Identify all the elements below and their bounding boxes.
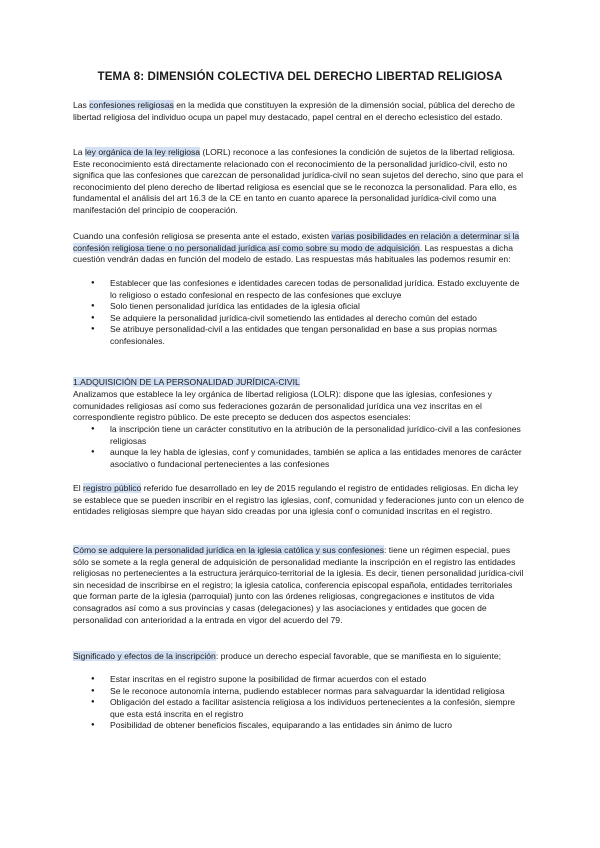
highlighted-text: ley orgánica de la ley religiosa — [84, 147, 201, 157]
highlighted-text: varias posibilidades en relación a determinar si la confesión religiosa tiene o no personalidad jurídica así como sobre su modo de adquisición — [73, 231, 520, 253]
text-run: . Las respuestas a dicha cuestión vendrán dadas en función del modelo de estado. Las respuestas más habituales las podemos resumir en: — [73, 242, 513, 265]
highlighted-text: Significado y efectos de la inscripción — [73, 651, 216, 661]
text-run: (LORL) reconoce a las confesiones la condición de sujetos de la libertad religiosa. Este reconocimiento está directamente relacionado con el reconocimiento de la personalidad jurídico-civil, esto no significa que las confesiones que carezcan de personalidad jurídica-civil no sean sujetos del derecho, sino que para el reconocimiento del pleno derecho de libertad religiosa es esencial que se le reconozca la personalidad. Para ello, es fundamental el análisis del art 16.3 de la CE en tanto en cuanto aparece la personalidad jurídica-civil como una manifestación del principio de cooperación. — [73, 147, 524, 215]
text-run: referido fue desarrollado en ley de 2015 regulando el registro de entidades religiosas. En dicha ley se establece que se pueden inscribir en el registro las iglesias, conf, comunidad y federaciones junto con un elenco de entidades religiosas siempre que hayan sido creadas por una iglesia conf o comunidad inscritas en el registro. — [73, 483, 524, 517]
text-run: El — [73, 483, 84, 493]
highlighted-text: confesiones religiosas — [89, 100, 174, 110]
paragraph-possibilities — [73, 231, 525, 266]
paragraph-lorl — [73, 147, 525, 217]
list-item: ● Estar inscritas en el registro supone la posibilidad de firmar acuerdos con el estado — [73, 674, 525, 686]
highlighted-text: Cómo se adquiere la personalidad jurídica en la iglesia católica y sus confesiones — [73, 545, 384, 555]
text-run: Cuando una confesión religiosa se presenta ante el estado, existen — [73, 231, 332, 241]
paragraph-intro — [73, 100, 525, 123]
list-item: ● Establecer que las confesiones e identidades carecen todas de personalidad jurídica. Estado excluyente de lo religioso o estado confesional en respecto de las confesiones que excluye — [73, 278, 525, 301]
list-item: ● aunque la ley habla de iglesias, conf y comunidades, también se aplica a las entidades menores de carácter asociativo o fundacional pertenecientes a las confesiones — [73, 447, 525, 470]
list-item: ● Posibilidad de obtener beneficios fiscales, equiparando a las entidades sin ánimo de lucro — [73, 720, 525, 732]
list-item: ● Se le reconoce autonomía interna, pudiendo establecer normas para salvaguardar la identidad religiosa — [73, 686, 525, 698]
list-item: ● la inscripción tiene un carácter constitutivo en la atribución de la personalidad jurídico-civil a las confesiones religiosas — [73, 424, 525, 447]
paragraph-inscripcion — [73, 651, 525, 663]
paragraph-lolr: Analizamos que establece la ley orgánica de libertad religiosa (LOLR): dispone que las iglesias, confesiones y comunidades religiosas así como sus federaciones gozarán de personalidad jurídica una vez inscritas en el correspondiente registro público. De este precepto se deducen dos aspectos esenciales: — [73, 389, 492, 423]
text-run: : tiene un régimen especial, pues sólo se somete a la regla general de adquisición de personalidad mediante la inscripción en el registro las entidades religiosas no pertenecientes a la estructura jerárquico-territorial de la iglesia. Es decir, tienen personalidad jurídica-civil sin necesidad de inscribirse en el registro; la iglesia catolica, conferencia episcopal española, entidades territoriales que forman parte de la iglesia (parroquial) junto con las órdenes religiosas, congregaciones e institutos de vida consagrados así como a sus provincias y casas (delegaciones) y las asociaciones y entidades que gocen de personalidad con anterioridad a la entrada en vigor del acuerdo del 79. — [73, 545, 524, 625]
document-title: TEMA 8: DIMENSIÓN COLECTIVA DEL DERECHO LIBERTAD RELIGIOSA — [97, 70, 503, 83]
text-run: Las — [73, 100, 90, 110]
text-run: en la medida que constituyen la expresión de la dimensión social, pública del derecho de libertad religiosa del individuo ocupa un papel muy destacado, papel central en el derecho eclesistico del estado. — [73, 100, 515, 122]
list-item: ● Solo tienen personalidad jurídica las entidades de la iglesia oficial — [73, 301, 525, 313]
section-heading — [73, 377, 525, 389]
list-item: ● Se atribuye personalidad-civil a las entidades que tengan personalidad en base a sus propias normas confesionales. — [73, 324, 525, 347]
text-run: : produce un derecho especial favorable, que se manifiesta en lo siguiente; — [215, 651, 502, 661]
highlighted-text: registro público — [83, 483, 142, 493]
list-item: ● Se adquiere la personalidad jurídica-civil sometiendo las entidades al derecho común del estado — [73, 313, 525, 325]
bullet-list-models — [73, 278, 525, 348]
paragraph-registro — [73, 483, 525, 518]
bullet-list-aspects — [73, 424, 525, 470]
text-run: La — [73, 147, 85, 157]
list-item: ● Obligación del estado a facilitar asistencia religiosa a los individuos pertenecientes a la confesión, siempre que esta está inscrita en el registro — [73, 697, 525, 720]
highlighted-text: 1.ADQUISICIÓN DE LA PERSONALIDAD JURÍDICA-CIVIL — [73, 377, 300, 387]
bullet-list-effects — [73, 674, 525, 732]
paragraph-iglesia-catolica — [73, 545, 525, 626]
